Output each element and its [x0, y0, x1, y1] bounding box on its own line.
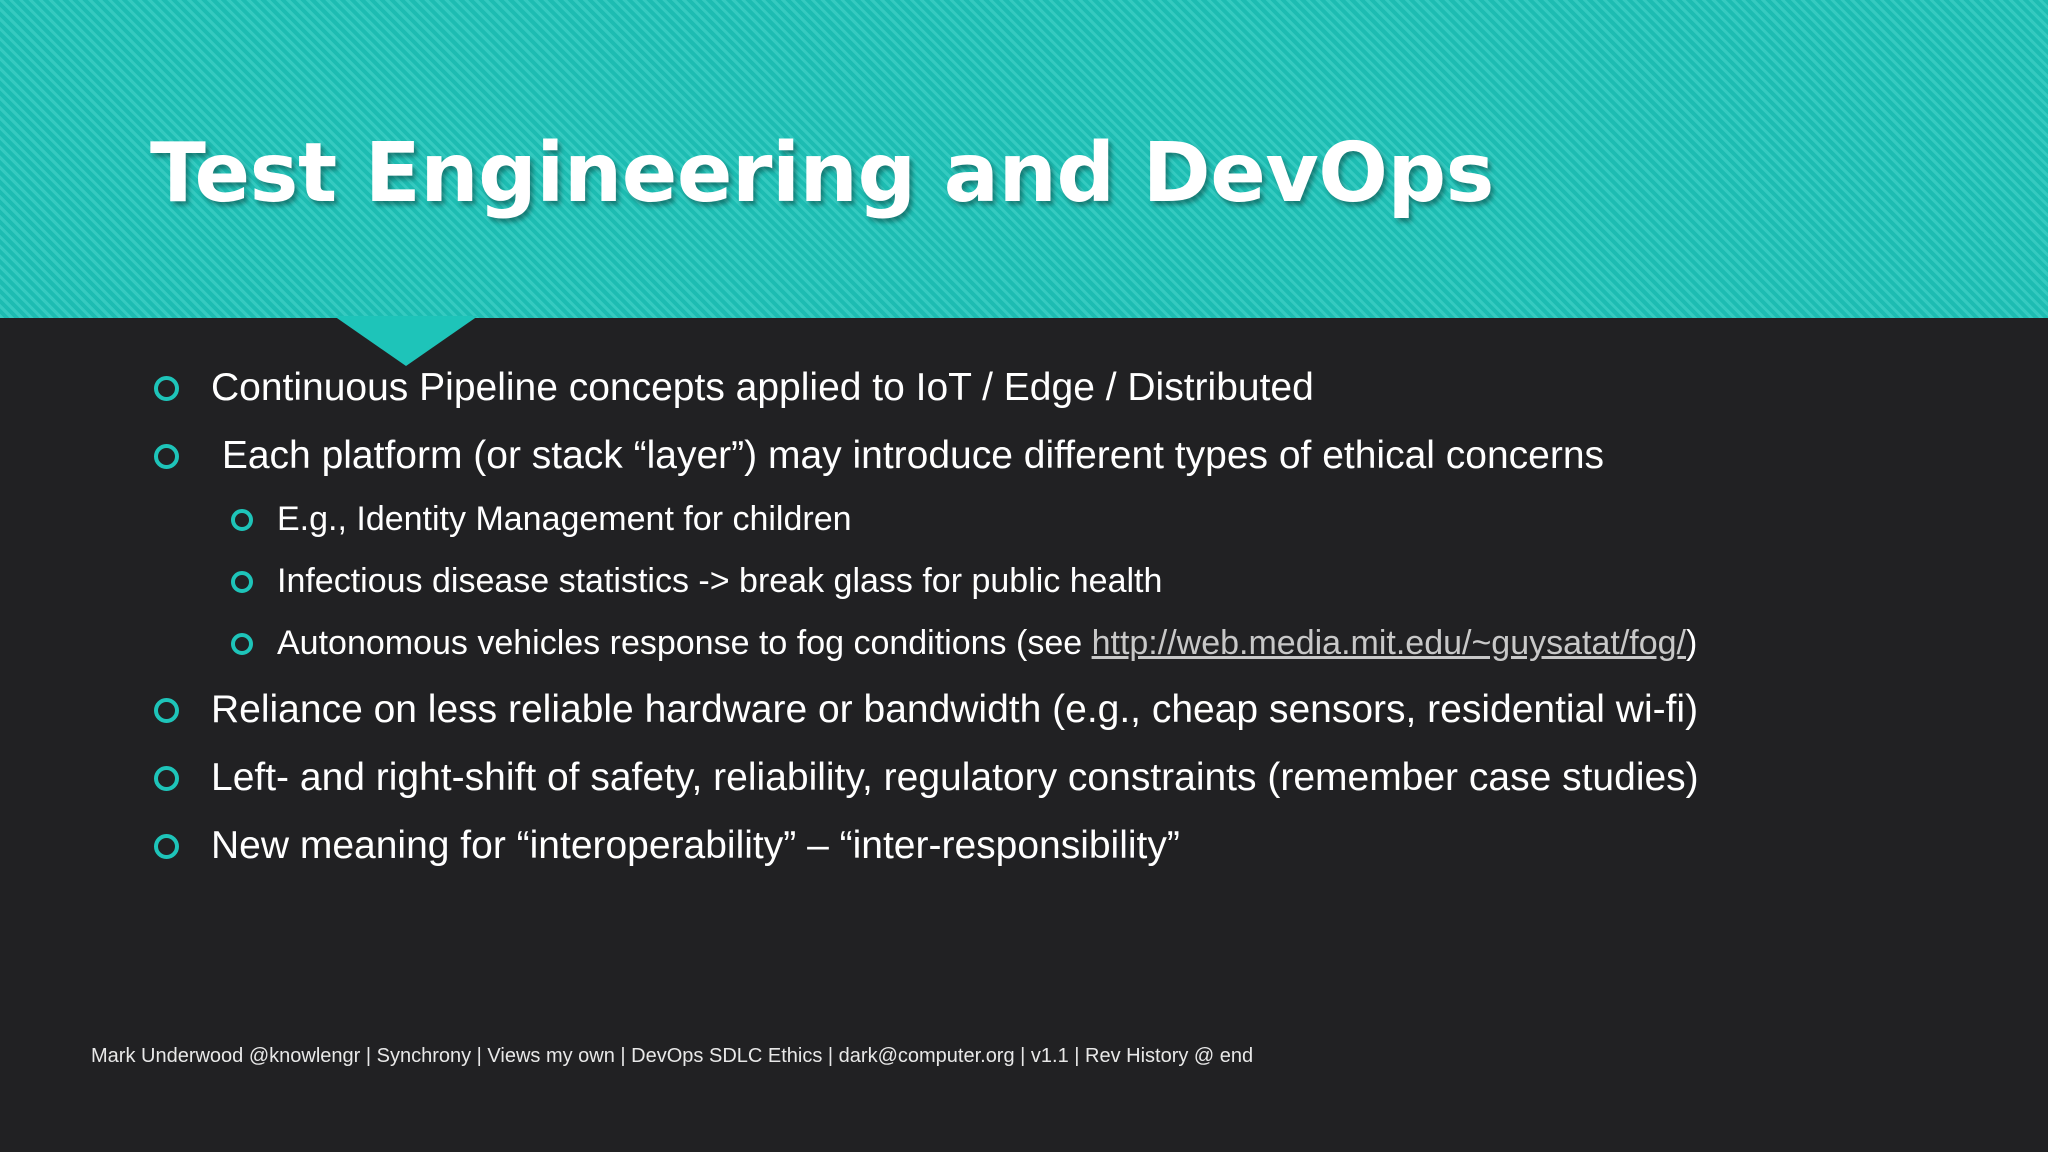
sub-bullet-item [231, 562, 1162, 601]
bullet-text: New meaning for “interoperability” – “inter-responsibility” [211, 824, 1180, 867]
slide-footer: Mark Underwood @knowlengr | Synchrony | Views my own | DevOps SDLC Ethics | dark@computer.org | v1.1 | Rev History @ end [91, 1045, 1254, 1067]
bullet-item [154, 688, 1698, 732]
bullet-text: Reliance on less reliable hardware or bandwidth (e.g., cheap sensors, residential wi-fi) [211, 688, 1699, 731]
ring-bullet-icon [154, 444, 179, 469]
bullet-item [154, 434, 1604, 478]
bullet-text-before-link: Autonomous vehicles response to fog conditions (see [277, 624, 1092, 662]
bullet-text: Infectious disease statistics -> break glass for public health [277, 562, 1163, 600]
bullet-item [154, 824, 1180, 868]
bullet-text [277, 624, 1697, 663]
bullet-text-after-link: ) [1686, 624, 1698, 662]
bullet-item [154, 366, 1314, 410]
sub-bullet-item [231, 500, 852, 539]
ring-bullet-icon [154, 834, 179, 859]
bullet-text: Left- and right-shift of safety, reliability, regulatory constraints (remember case studies) [211, 756, 1699, 799]
ring-bullet-icon [154, 698, 179, 723]
ring-bullet-icon [231, 509, 253, 531]
ring-bullet-icon [231, 571, 253, 593]
ring-bullet-icon [231, 633, 253, 655]
sub-bullet-item [231, 624, 1697, 663]
ring-bullet-icon [154, 766, 179, 791]
slide-title: Test Engineering and DevOps [150, 126, 1494, 221]
ring-bullet-icon [154, 376, 179, 401]
bullet-text: Each platform (or stack “layer”) may introduce different types of ethical concerns [211, 434, 1605, 477]
fog-research-link[interactable]: http://web.media.mit.edu/~guysatat/fog/ [1091, 624, 1686, 662]
bullet-text: Continuous Pipeline concepts applied to IoT / Edge / Distributed [211, 366, 1314, 409]
bullet-text: E.g., Identity Management for children [277, 500, 852, 538]
bullet-item [154, 756, 1699, 800]
